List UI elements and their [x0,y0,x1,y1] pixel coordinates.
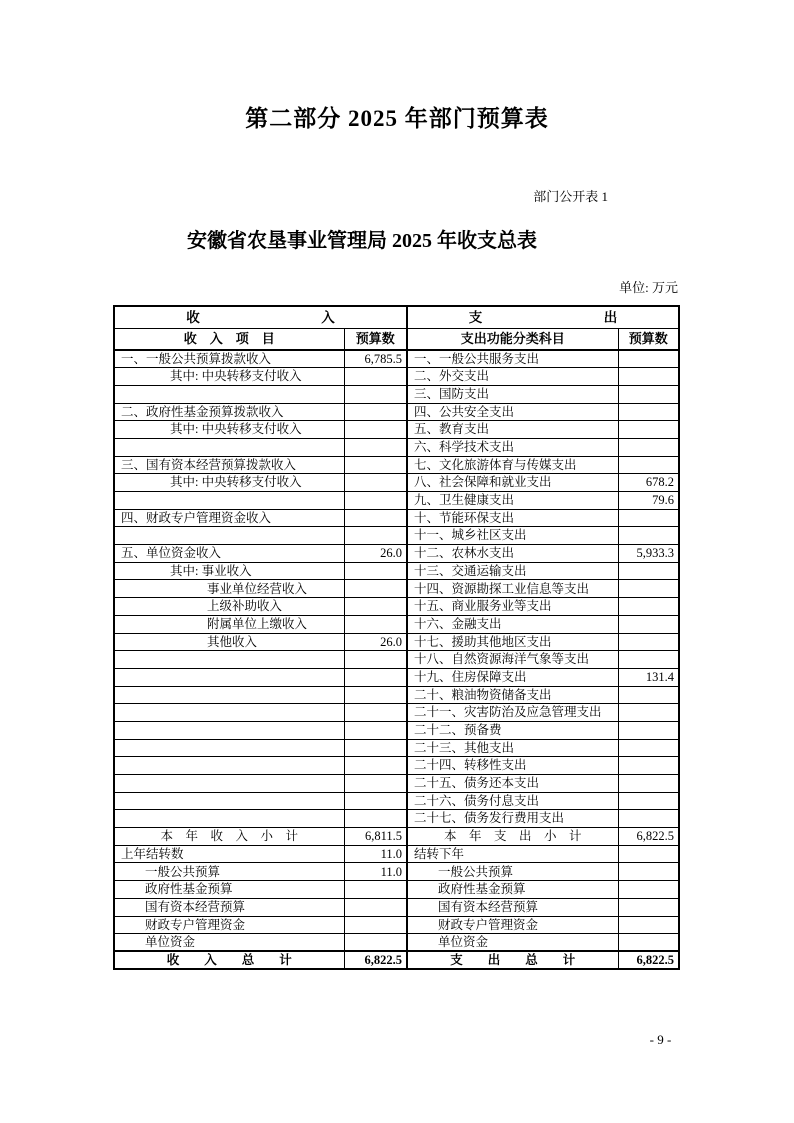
income-value-cell [344,438,407,456]
income-item-cell: 四、财政专户管理资金收入 [114,509,344,527]
page-number: - 9 - [649,1032,672,1047]
table-row [114,350,679,368]
expense-item-cell: 支 出 总 计 [407,951,618,969]
income-item-cell: 收 入 总 计 [114,951,344,969]
income-value-cell [344,474,407,492]
income-item-cell: 其中: 中央转移支付收入 [114,421,344,439]
expense-item-cell: 二十五、债务还本支出 [407,775,618,793]
expense-value-cell: 678.2 [618,474,679,492]
income-value-cell [344,615,407,633]
income-value-cell: 11.0 [344,845,407,863]
income-value-cell: 6,811.5 [344,828,407,846]
table-row [114,757,679,775]
income-item-cell: 国有资本经营预算 [114,898,344,916]
expense-item-cell: 十一、城乡社区支出 [407,527,618,545]
table-row [114,438,679,456]
expense-group-header: 支 出 [407,306,679,328]
table-row [114,633,679,651]
expense-item-cell: 二十四、转移性支出 [407,757,618,775]
expense-item-cell: 九、卫生健康支出 [407,492,618,510]
income-item-cell: 其中: 事业收入 [114,562,344,580]
income-value-cell [344,368,407,386]
table-row [114,456,679,474]
unit-note: 单位: 万元 [619,280,678,295]
expense-value-cell [618,792,679,810]
income-value-cell [344,810,407,828]
income-value-cell [344,492,407,510]
expense-value-cell [618,934,679,952]
income-item-cell [114,721,344,739]
table-row [114,721,679,739]
expense-value-cell [618,881,679,899]
income-item-cell [114,792,344,810]
table-row [114,598,679,616]
income-item-cell [114,385,344,403]
table-row [114,385,679,403]
income-value-cell [344,881,407,899]
income-value-cell [344,934,407,952]
expense-value-cell [618,739,679,757]
expense-value-cell [618,527,679,545]
expense-item-cell: 十、节能环保支出 [407,509,618,527]
table-row [114,951,679,969]
expense-value-cell: 6,822.5 [618,828,679,846]
expense-item-cell: 国有资本经营预算 [407,898,618,916]
expense-item-cell: 二十六、债务付息支出 [407,792,618,810]
income-item-cell [114,704,344,722]
income-group-header: 收 入 [114,306,407,328]
expense-value-cell [618,368,679,386]
income-value-cell [344,686,407,704]
expense-item-cell: 结转下年 [407,845,618,863]
expense-value-cell [618,757,679,775]
income-item-cell [114,810,344,828]
expense-value-cell [618,704,679,722]
expense-value-cell: 5,933.3 [618,545,679,563]
table-row [114,545,679,563]
income-value-cell [344,385,407,403]
income-item-cell: 政府性基金预算 [114,881,344,899]
expense-item-cell: 五、教育支出 [407,421,618,439]
income-item-cell [114,668,344,686]
income-item-cell [114,651,344,669]
expense-item-cell: 六、科学技术支出 [407,438,618,456]
income-value-cell [344,562,407,580]
income-value-cell [344,775,407,793]
expense-value-cell: 6,822.5 [618,951,679,969]
expense-items-column-header: 支出功能分类科目 [407,328,618,350]
income-item-cell: 事业单位经营收入 [114,580,344,598]
income-value-cell [344,757,407,775]
expense-item-cell: 二、外交支出 [407,368,618,386]
income-value-cell [344,739,407,757]
table-row [114,562,679,580]
income-value-cell [344,721,407,739]
expense-item-cell: 七、文化旅游体育与传媒支出 [407,456,618,474]
table-row [114,492,679,510]
table-row [114,368,679,386]
income-value-cell [344,527,407,545]
expense-item-cell: 政府性基金预算 [407,881,618,899]
income-item-cell: 一般公共预算 [114,863,344,881]
expense-item-cell: 二十一、灾害防治及应急管理支出 [407,704,618,722]
income-item-cell: 三、国有资本经营预算拨款收入 [114,456,344,474]
income-value-cell: 26.0 [344,633,407,651]
expense-value-cell [618,863,679,881]
expense-value-cell [618,651,679,669]
income-value-cell: 11.0 [344,863,407,881]
income-item-cell: 其中: 中央转移支付收入 [114,474,344,492]
expense-value-cell [618,721,679,739]
income-item-cell [114,686,344,704]
expense-value-cell [618,456,679,474]
expense-value-cell [618,421,679,439]
expense-item-cell: 一、一般公共服务支出 [407,350,618,368]
expense-item-cell: 八、社会保障和就业支出 [407,474,618,492]
expense-item-cell: 二十二、预备费 [407,721,618,739]
expense-item-cell: 十三、交通运输支出 [407,562,618,580]
expense-item-cell: 一般公共预算 [407,863,618,881]
table-row [114,775,679,793]
income-value-cell [344,403,407,421]
expense-value-cell [618,845,679,863]
income-item-cell: 其他收入 [114,633,344,651]
income-item-cell [114,527,344,545]
expense-item-cell: 十五、商业服务业等支出 [407,598,618,616]
income-item-cell: 财政专户管理资金 [114,916,344,934]
expense-value-cell [618,403,679,421]
table-row [114,651,679,669]
income-value-cell [344,916,407,934]
table-row [114,792,679,810]
income-value-cell [344,651,407,669]
table-label: 部门公开表 1 [533,189,608,204]
expense-value-cell [618,775,679,793]
expense-value-cell [618,615,679,633]
expense-item-cell: 十六、金融支出 [407,615,618,633]
expense-item-cell: 十九、住房保障支出 [407,668,618,686]
table-row [114,704,679,722]
expense-value-cell [618,916,679,934]
income-value-cell [344,668,407,686]
table-row [114,828,679,846]
table-row [114,668,679,686]
income-value-cell [344,456,407,474]
table-row [114,580,679,598]
income-item-cell: 一、一般公共预算拨款收入 [114,350,344,368]
income-value-cell: 6,822.5 [344,951,407,969]
table-row [114,934,679,952]
expense-value-cell [618,598,679,616]
income-item-cell: 单位资金 [114,934,344,952]
table-row [114,527,679,545]
expense-item-cell: 四、公共安全支出 [407,403,618,421]
income-value-cell [344,580,407,598]
table-row [114,916,679,934]
expense-value-cell [618,898,679,916]
expense-item-cell: 十七、援助其他地区支出 [407,633,618,651]
expense-item-cell: 十二、农林水支出 [407,545,618,563]
table-row [114,421,679,439]
table-row [114,881,679,899]
page-title: 安徽省农垦事业管理局 2025 年收支总表 [187,230,537,252]
table-row [114,898,679,916]
expense-item-cell: 二十、粮油物资储备支出 [407,686,618,704]
income-value-cell [344,704,407,722]
expense-item-cell: 单位资金 [407,934,618,952]
table-row [114,739,679,757]
expense-value-cell [618,509,679,527]
income-item-cell [114,438,344,456]
expense-value-cell [618,633,679,651]
expense-item-cell: 二十七、债务发行费用支出 [407,810,618,828]
table-row [114,845,679,863]
income-item-cell: 上级补助收入 [114,598,344,616]
budget-table [113,305,680,970]
income-item-cell [114,739,344,757]
income-value-cell [344,509,407,527]
income-item-cell: 其中: 中央转移支付收入 [114,368,344,386]
expense-item-cell: 财政专户管理资金 [407,916,618,934]
income-item-cell [114,775,344,793]
table-row [114,863,679,881]
expense-value-cell [618,686,679,704]
income-item-cell: 上年结转数 [114,845,344,863]
income-item-cell [114,757,344,775]
part-title: 第二部分 2025 年部门预算表 [245,106,549,131]
income-item-cell: 二、政府性基金预算拨款收入 [114,403,344,421]
income-value-cell [344,792,407,810]
income-item-cell [114,492,344,510]
expense-item-cell: 十四、资源勘探工业信息等支出 [407,580,618,598]
income-value-cell: 6,785.5 [344,350,407,368]
table-row [114,474,679,492]
expense-value-cell [618,810,679,828]
income-value-cell: 26.0 [344,545,407,563]
expense-value-cell: 131.4 [618,668,679,686]
income-budget-column-header: 预算数 [344,328,407,350]
income-value-cell [344,598,407,616]
table-body [114,350,679,969]
expense-value-cell [618,350,679,368]
expense-value-cell [618,562,679,580]
income-value-cell [344,421,407,439]
expense-value-cell [618,438,679,456]
column-header-row [114,328,679,350]
table-row [114,509,679,527]
group-header-row [114,306,679,328]
expense-item-cell: 十八、自然资源海洋气象等支出 [407,651,618,669]
expense-budget-column-header: 预算数 [618,328,679,350]
income-items-column-header: 收 入 项 目 [114,328,344,350]
income-item-cell: 附属单位上缴收入 [114,615,344,633]
table-row [114,810,679,828]
income-item-cell: 五、单位资金收入 [114,545,344,563]
table-row [114,686,679,704]
expense-value-cell: 79.6 [618,492,679,510]
table-row [114,615,679,633]
expense-item-cell: 三、国防支出 [407,385,618,403]
expense-value-cell [618,580,679,598]
expense-item-cell: 本 年 支 出 小 计 [407,828,618,846]
income-value-cell [344,898,407,916]
expense-item-cell: 二十三、其他支出 [407,739,618,757]
table-row [114,403,679,421]
income-item-cell: 本 年 收 入 小 计 [114,828,344,846]
expense-value-cell [618,385,679,403]
